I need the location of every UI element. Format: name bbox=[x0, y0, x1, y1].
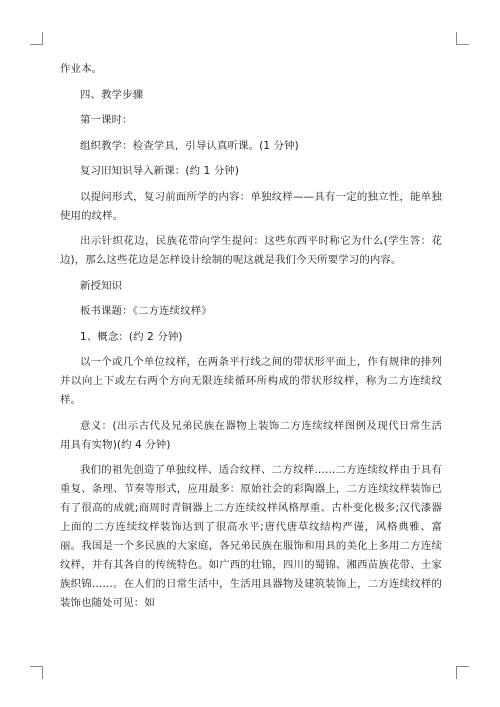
paragraph-first-lesson: 第一课时： bbox=[80, 114, 133, 126]
paragraph-show-lace: 出示针织花边，民族花带向学生提问：这些东西平时称它为什么(学生答：花边)，那么这些花边是怎样设计绘制的呢这就是我们今天所要学习的内容。 bbox=[60, 235, 442, 266]
crop-mark-top-right bbox=[456, 32, 469, 45]
paragraph-review-intro: 复习旧知识导入新课：(约 1 分钟) bbox=[80, 165, 240, 177]
document-body bbox=[60, 60, 442, 620]
paragraph-concept: 1、概念：(约 2 分钟) bbox=[80, 330, 183, 343]
paragraph-new-knowledge: 新授知识 bbox=[80, 279, 123, 292]
crop-mark-bottom-right bbox=[456, 666, 469, 679]
paragraph-significance: 意义：(出示古代及兄弟民族在器物上装饰二方连续纹样图例及现代日常生活用具有实物)(约 4 分钟) bbox=[60, 419, 442, 451]
paragraph-review-question: 以提问形式，复习前面所学的内容：单独纹样——具有一定的独立性，能单独使用的纹样。 bbox=[60, 190, 442, 222]
crop-mark-top-left bbox=[30, 32, 43, 45]
paragraph-definition: 以一个或几个单位纹样，在两条平行线之间的带状形平面上，作有规律的排列并以向上下或左右两个方向无限连续循环所构成的带状形纹样，称为二方连续纹样。 bbox=[60, 356, 442, 406]
section-heading-teaching-steps: 四、教学步骤 bbox=[80, 88, 144, 101]
paragraph-history: 我们的祖先创造了单独纹样、适合纹样、二方纹样……二方连续纹样由于具有重复、条理、节奏等形式，应用最多：原始社会的彩陶器上，二方连续纹样装饰已有了很高的成就;商周时青铜器上二方连续纹样风格厚重、古朴变化极多;汉代漆器上面的二方连续纹样装饰达到了很高水平;唐代唐草纹结构严谨，风格典雅、富丽。我国是一个多民族的大家庭，各兄弟民族在服饰和用具的美化上多用二方连续纹样，并有其各自的传统特色。如广西的壮锦，四川的蜀锦、湘西苗族花带、土家族织锦……。在人们的日常生活中，生活用具器物及建筑装饰上，二方连续纹样的装饰也随处可见：如 bbox=[60, 464, 442, 609]
crop-mark-bottom-left bbox=[30, 666, 43, 679]
paragraph-continuation: 作业本。 bbox=[60, 63, 103, 75]
paragraph-organize-teaching: 组织教学：检查学具，引导认真听课。(1 分钟) bbox=[80, 139, 299, 152]
paragraph-board-title: 板书课题：《二方连续纹样》 bbox=[80, 305, 212, 317]
